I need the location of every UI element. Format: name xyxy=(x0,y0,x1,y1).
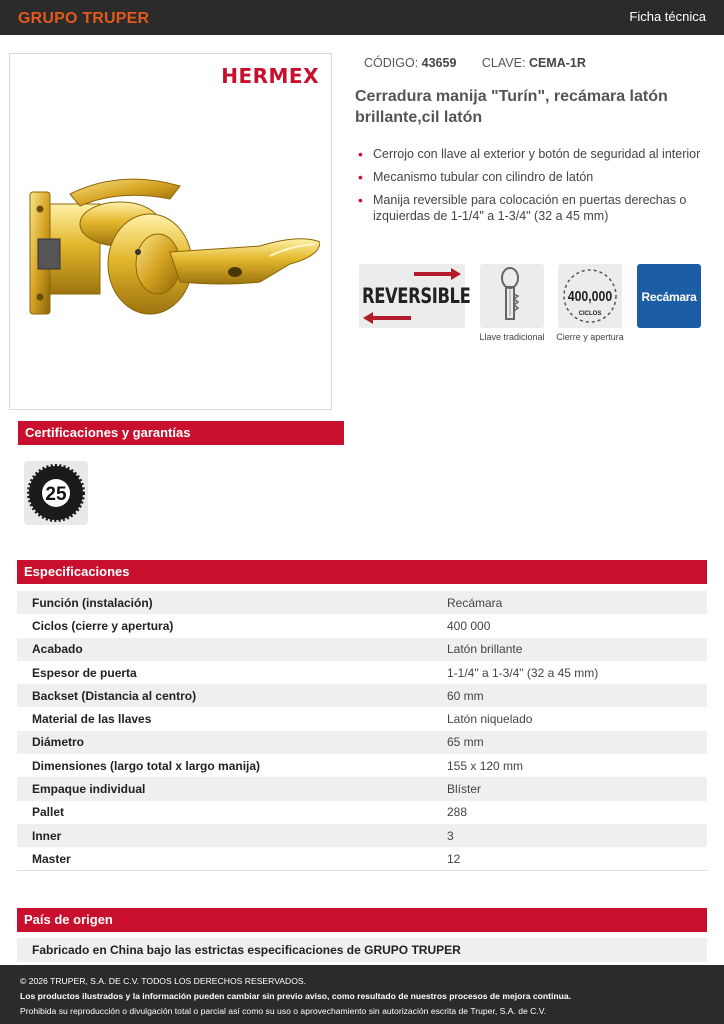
footer xyxy=(0,965,724,1024)
spec-value: 60 mm xyxy=(447,684,707,707)
key-icon xyxy=(480,264,544,328)
cycles-caption: Cierre y apertura xyxy=(556,332,624,342)
spec-label: Master xyxy=(17,847,447,870)
brand-logo-text: GRUPO TRUPER xyxy=(18,10,150,27)
table-row xyxy=(17,707,707,730)
specifications-heading: Especificaciones xyxy=(17,560,707,584)
feature-item: • Manija reversible para colocación en puertas derechas o izquierdas de 1-1/4" a 1-3/4" (32 a 45 mm) xyxy=(358,192,708,224)
spec-value: Recámara xyxy=(447,591,707,614)
table-row xyxy=(17,614,707,637)
footer-notice: Los productos ilustrados y la información pueden cambiar sin previo aviso, como resultado de nuestros procesos de mejora continua. xyxy=(20,991,572,1001)
spec-value: 155 x 120 mm xyxy=(447,758,524,773)
spec-value: 12 xyxy=(447,847,707,870)
table-row xyxy=(17,754,707,777)
codigo-value: 43659 xyxy=(421,56,457,70)
table-row xyxy=(17,661,707,684)
table-row xyxy=(17,731,707,754)
product-title: Cerradura manija "Turín", recámara latón brillante,cil latón xyxy=(355,88,668,126)
spec-value: 1-1/4" a 1-3/4" (32 a 45 mm) xyxy=(447,665,599,680)
feature-item: • Cerrojo con llave al exterior y botón de seguridad al interior xyxy=(358,146,708,162)
warranty-seal-icon xyxy=(24,461,88,525)
table-row xyxy=(17,847,707,870)
doc-type-label: Ficha técnica xyxy=(629,9,706,24)
product-codes xyxy=(364,56,586,70)
reversible-badge xyxy=(359,264,471,328)
spec-value: 400 000 xyxy=(447,618,491,633)
clave-label: CLAVE: xyxy=(481,56,526,70)
spec-label: Empaque individual xyxy=(17,777,447,800)
table-row xyxy=(17,684,707,707)
spec-label: Función (instalación) xyxy=(17,591,447,614)
codigo-label: CÓDIGO: xyxy=(364,56,419,70)
origin-heading: País de origen xyxy=(17,908,707,932)
spec-value: 65 mm xyxy=(447,731,707,754)
feature-item: • Mecanismo tubular con cilindro de latón xyxy=(358,169,708,185)
table-row xyxy=(17,777,707,800)
hermex-logo: HERMEX xyxy=(221,64,319,88)
spec-label: Ciclos (cierre y apertura) xyxy=(32,618,174,633)
spec-value: 288 xyxy=(447,805,468,820)
product-image-panel xyxy=(9,53,332,410)
top-header-bar xyxy=(0,0,724,35)
cycles-icon xyxy=(558,264,622,328)
footer-legal: Prohibida su reproducción o divulgación total o parcial así como su uso o aprovechamiento sin autorización escrita de Truper, S.A. de C.V. xyxy=(20,1006,547,1016)
spec-label: Diámetro xyxy=(17,731,447,754)
spec-label: Espesor de puerta xyxy=(32,665,137,680)
spec-value: 3 xyxy=(447,824,707,847)
footer-copyright: © 2026 TRUPER, S.A. DE C.V. TODOS LOS DERECHOS RESERVADOS. xyxy=(20,976,307,986)
cycles-badge xyxy=(558,264,622,328)
spec-label: Dimensiones (largo total x largo manija) xyxy=(32,758,261,773)
spec-value: Latón niquelado xyxy=(447,712,533,727)
warranty-years: 25 xyxy=(45,484,67,505)
spec-label: Inner xyxy=(17,824,447,847)
key-badge xyxy=(480,264,544,328)
spec-value: Latón brillante xyxy=(447,638,707,661)
recamara-label: Recámara xyxy=(641,290,697,304)
certifications-heading: Certificaciones y garantías xyxy=(18,421,344,445)
spec-label: Material de las llaves xyxy=(32,712,152,727)
table-row xyxy=(17,638,707,661)
spec-label: Acabado xyxy=(17,638,447,661)
reversible-label: REVERSIBLE xyxy=(362,284,471,308)
feature-list xyxy=(358,146,708,231)
warranty-badge xyxy=(24,461,88,525)
table-row xyxy=(17,591,707,614)
clave-value: CEMA-1R xyxy=(528,56,586,70)
table-row xyxy=(17,824,707,847)
cycles-sub: CICLOS xyxy=(578,311,602,317)
specifications-table xyxy=(17,591,707,871)
cycles-value: 400,000 xyxy=(567,287,613,305)
key-caption: Llave tradicional xyxy=(479,332,545,342)
origin-text: Fabricado en China bajo las estrictas especificaciones de GRUPO TRUPER xyxy=(17,938,707,962)
recamara-badge xyxy=(637,264,701,328)
spec-value: Blíster xyxy=(447,777,707,800)
table-row xyxy=(17,801,707,824)
spec-label: Pallet xyxy=(32,805,65,820)
lever-lock-icon xyxy=(20,164,320,324)
spec-label: Backset (Distancia al centro) xyxy=(17,684,447,707)
